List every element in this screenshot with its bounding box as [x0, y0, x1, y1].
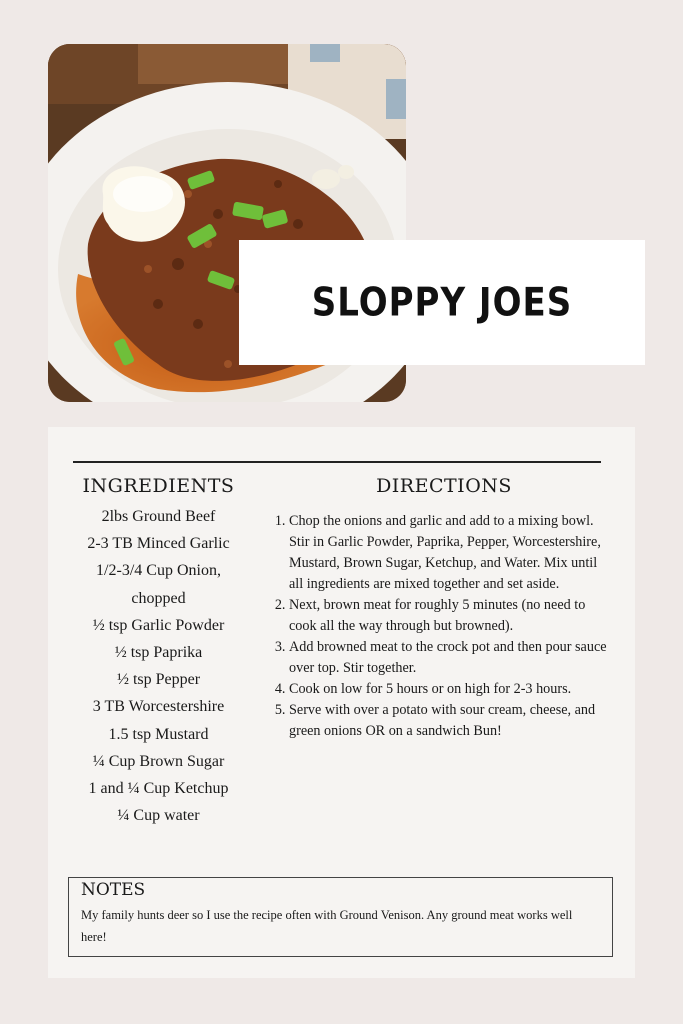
ingredient-item: ½ tsp Paprika	[114, 644, 203, 662]
ingredient-item: ½ tsp Pepper	[116, 671, 201, 689]
direction-step: 5. Serve with over a potato with sour cream, cheese, and green onions OR on a sandwich Bun!	[289, 700, 612, 742]
ingredients-section	[66, 475, 251, 829]
directions-section	[276, 475, 612, 742]
direction-step: 4. Cook on low for 5 hours or on high for 2-3 hours.	[289, 679, 612, 700]
ingredient-item: ½ tsp Garlic Powder	[92, 616, 225, 634]
direction-step: 3. Add browned meat to the crock pot and then pour sauce over top. Stir together.	[289, 637, 612, 679]
ingredient-item: 2-3 TB Minced Garlic	[87, 535, 230, 553]
ingredient-item: 1/2-3/4 Cup Onion,	[96, 562, 221, 580]
ingredients-heading: INGREDIENTS	[82, 475, 235, 497]
direction-step: 2. Next, brown meat for roughly 5 minutes (no need to cook all the way through but browned).	[289, 595, 612, 637]
recipe-title: SLOPPY JOES	[311, 279, 573, 326]
recipe-card	[48, 427, 635, 978]
ingredient-item: 3 TB Worcestershire	[92, 698, 225, 716]
ingredients-list	[66, 503, 251, 829]
ingredient-item: 1.5 tsp Mustard	[108, 725, 209, 743]
directions-list	[276, 511, 612, 742]
directions-heading: DIRECTIONS	[376, 475, 512, 497]
ingredient-item: ¼ Cup Brown Sugar	[92, 752, 225, 770]
ingredient-item: chopped	[131, 589, 186, 607]
ingredient-item: ¼ Cup water	[117, 807, 200, 825]
notes-box	[68, 877, 613, 957]
notes-heading: NOTES	[81, 880, 146, 900]
title-card	[239, 240, 645, 365]
ingredient-item: 1 and ¼ Cup Ketchup	[88, 780, 229, 798]
ingredient-item: 2lbs Ground Beef	[101, 508, 216, 525]
direction-step: 1. Chop the onions and garlic and add to a mixing bowl. Stir in Garlic Powder, Paprika, Pepper, Worcestershire, Mustard, Brown Sugar, Ketchup, and Water. Mix until all ingredients are mixed together and set aside.	[289, 511, 612, 595]
divider-rule	[73, 461, 601, 463]
notes-text: My family hunts deer so I use the recipe often with Ground Venison. Any ground meat works well here!	[81, 908, 573, 944]
